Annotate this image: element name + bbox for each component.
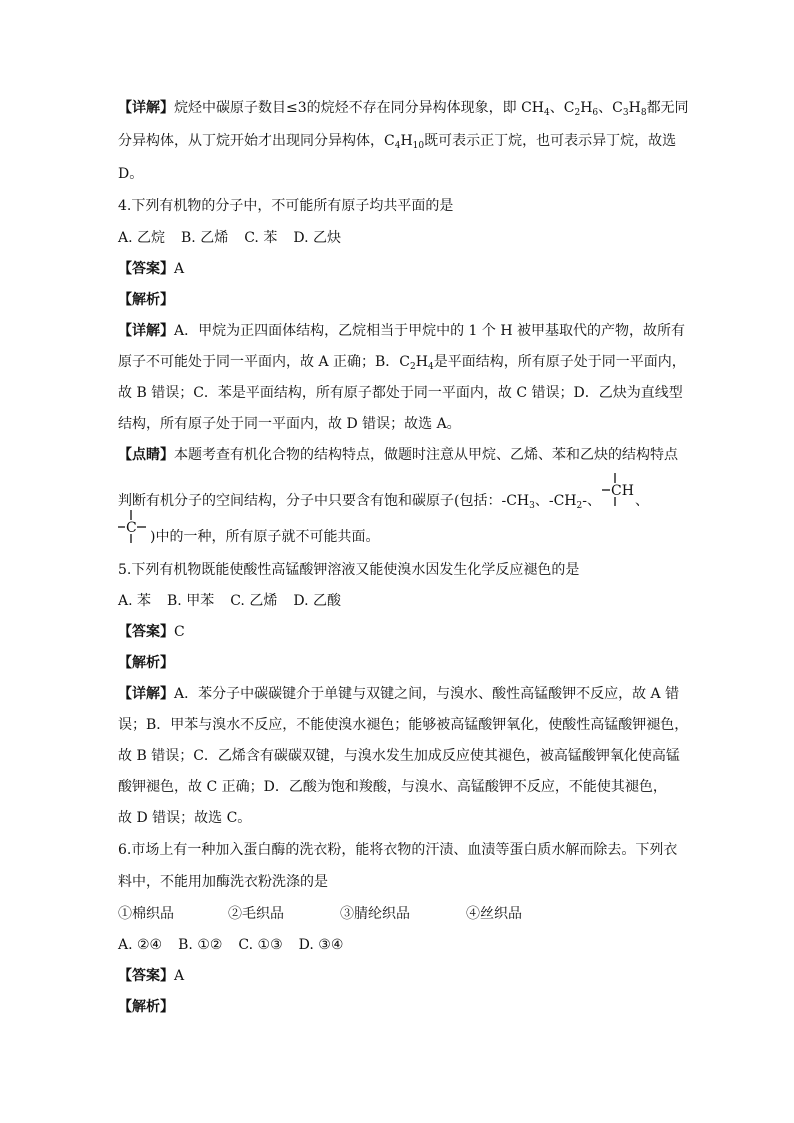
detail-line: 误；B．甲苯与溴水不反应，不能使溴水褪色；能够被高锰酸钾氧化，使酸性高锰酸钾褪色， [118,717,689,733]
option-b: B. 甲苯 [167,593,215,609]
point-line: C )中的一种，所有原子就不可能共面。 [118,516,379,536]
detail-line: 故 B 错误；C．苯是平面结构，所有原子都处于同一平面内，故 C 错误；D．乙炔为直线型 [118,385,683,401]
detail-line: 故 D 错误；故选 C。 [118,810,252,826]
point-line: 判断有机分子的空间结构，分子中只要含有饱和碳原子(包括：$-CH_3$、$-CH_2-$、 CH 、 [118,480,649,500]
detail-tag: 【详解】 [118,686,174,702]
option-d: D. ③④ [298,937,344,953]
item-2: ②毛织品 [228,906,284,922]
option-c: C. 苯 [244,230,278,246]
option-a: A. 苯 [118,593,152,609]
detail-line: 原子不可能处于同一平面内，故 A 正确；B．$C_2H_4$是平面结构，所有原子处于同一平面内， [118,354,686,372]
answer-tag: 【答案】 [118,261,174,277]
option-c: C. 乙烯 [230,593,278,609]
analysis-tag: 【解析】 [118,999,174,1015]
option-d: D. 乙酸 [293,593,341,609]
analysis-tag: 【解析】 [118,292,174,308]
item-4: ④丝织品 [466,906,522,922]
detail-tag: 【详解】 [118,323,174,339]
option-b: B. ①② [178,937,223,953]
detail-line: 【详解】A．苯分子中碳碳键介于单键与双键之间，与溴水、酸性高锰酸钾不反应，故 A 错 [118,686,680,702]
methine-label: CH [610,483,634,499]
detail-line: 结构，所有原子处于同一平面内，故 D 错误；故选 A。 [118,416,461,432]
detail-line: 【详解】A．甲烷为正四面体结构，乙烷相当于甲烷中的 1 个 H 被甲基取代的产物，故所有 [118,323,686,339]
answer-value: A [174,261,185,277]
option-a: A. 乙烷 [118,230,166,246]
option-b: B. 乙烯 [181,230,229,246]
answer-line [118,622,185,642]
quaternary-label: C [126,520,137,536]
quaternary-bonds [118,508,150,544]
answer-line [118,259,184,279]
answer-tag: 【答案】 [118,624,174,640]
question-4-options [118,228,357,248]
detail-line: D。 [118,166,144,182]
item-3: ③腈纶织品 [340,906,410,922]
quaternary-carbon-structure [118,508,150,550]
question-6-items [118,904,576,924]
question-4-stem: 4.下列有机物的分子中，不可能所有原子均共平面的是 [118,198,454,214]
question-6-stem: 6.市场上有一种加入蛋白酶的洗衣粉，能将衣物的汗渍、血渍等蛋白质水解而除去。下列衣 [118,842,678,858]
methine-structure [601,471,635,513]
question-5-stem: 5.下列有机物既能使酸性高锰酸钾溶液又能使溴水因发生化学反应褪色的是 [118,562,580,578]
question-5-options [118,591,357,611]
detail-line: 酸钾褪色，故 C 正确；D．乙酸为饱和羧酸，与溴水、高锰酸钾不反应，不能使其褪色， [118,779,667,795]
answer-value: C [174,624,185,640]
methine-bonds [601,471,635,507]
detail-line: 故 B 错误；C．乙烯含有碳碳双键，与溴水发生加成反应使其褪色，被高锰酸钾氧化使高锰 [118,748,680,764]
answer-value: A [174,968,185,984]
option-c: C. ①③ [238,937,283,953]
analysis-tag: 【解析】 [118,655,174,671]
point-tag: 【点睛】 [118,447,174,463]
point-line: 【点睛】本题考查有机化合物的结构特点，做题时注意从甲烷、乙烯、苯和乙炔的结构特点 [118,447,678,463]
answer-tag: 【答案】 [118,968,174,984]
option-d: D. 乙炔 [293,230,341,246]
option-a: A. ②④ [118,937,163,953]
detail-line: 分异构体，从丁烷开始才出现同分异构体，$C_4H_{10}$既可表示正丁烷，也可表示异丁烷，故选 [118,133,677,151]
item-1: ①棉织品 [118,906,174,922]
detail-line: 【详解】烷烃中碳原子数目≤3的烷烃不存在同分异构体现象，即 $CH_4$、$C_2H_6$、$C_3H_8$都无同 [118,100,689,118]
question-6-stem: 料中，不能用加酶洗衣粉洗涤的是 [118,874,328,890]
answer-line [118,966,184,986]
detail-tag: 【详解】 [118,100,174,116]
question-6-options [118,935,359,955]
